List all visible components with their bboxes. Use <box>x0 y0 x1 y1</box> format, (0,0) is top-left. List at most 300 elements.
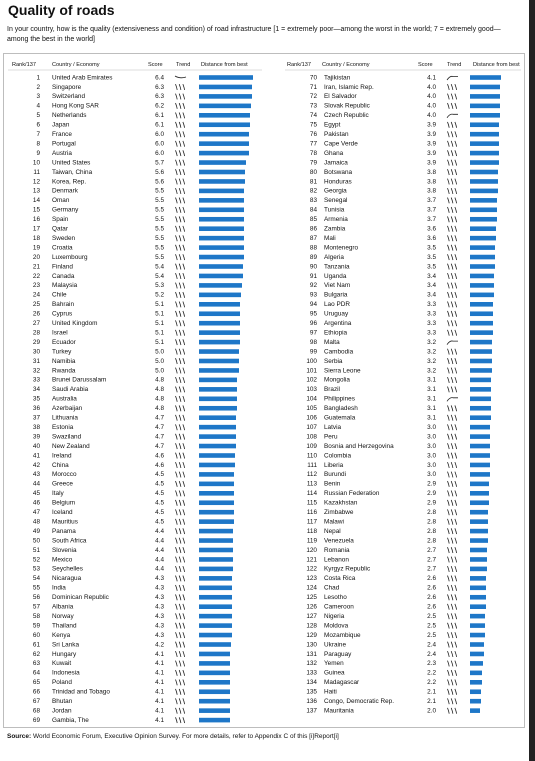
country-label: Oman <box>52 197 70 205</box>
rank-label: 92 <box>309 282 317 290</box>
country-label: Mauritania <box>324 707 354 715</box>
country-label: Mauritius <box>52 518 78 526</box>
country-label: France <box>52 131 72 138</box>
rank-label: 100 <box>306 357 317 365</box>
score-bar <box>470 264 495 269</box>
score-label: 3.7 <box>427 197 436 205</box>
rank-label: 129 <box>306 631 317 639</box>
trend-sparkline <box>448 566 457 572</box>
country-label: Portugal <box>52 140 76 148</box>
rank-label: 99 <box>309 348 317 356</box>
score-label: 4.0 <box>427 83 436 91</box>
rank-label: 87 <box>309 234 317 242</box>
trend-sparkline <box>176 226 185 232</box>
score-label: 2.6 <box>427 575 436 583</box>
country-label: Guatemala <box>324 414 356 422</box>
score-bar <box>199 463 235 468</box>
score-bar <box>470 500 489 505</box>
score-bar <box>470 538 488 543</box>
trend-sparkline <box>448 632 457 638</box>
trend-sparkline <box>448 434 457 440</box>
score-label: 3.0 <box>427 471 436 479</box>
trend-sparkline <box>176 557 185 563</box>
trend-sparkline <box>448 150 457 156</box>
rank-label: 94 <box>309 301 317 309</box>
column-header-distance: Distance from best <box>201 62 248 68</box>
rank-label: 127 <box>306 612 317 620</box>
country-label: Cameroon <box>324 603 354 611</box>
rank-label: 76 <box>309 131 317 138</box>
score-label: 2.7 <box>427 546 436 554</box>
score-label: 3.3 <box>427 310 436 318</box>
score-bar <box>199 604 232 609</box>
score-bar <box>199 189 244 194</box>
rank-label: 69 <box>32 716 40 724</box>
score-bar <box>199 321 240 326</box>
country-label: Kyrgyz Republic <box>324 565 371 573</box>
country-label: Georgia <box>324 187 347 195</box>
score-bar <box>199 633 232 638</box>
score-bar <box>199 236 244 241</box>
score-bar <box>199 614 232 619</box>
rank-label: 7 <box>36 131 40 138</box>
score-label: 6.0 <box>155 140 164 148</box>
score-label: 5.5 <box>155 244 164 252</box>
trend-sparkline <box>176 207 185 213</box>
trend-sparkline <box>176 358 185 364</box>
score-label: 4.3 <box>155 612 164 620</box>
rank-label: 85 <box>309 216 317 224</box>
score-bar <box>470 283 494 288</box>
country-label: Saudi Arabia <box>52 386 89 394</box>
score-label: 3.0 <box>427 423 436 431</box>
country-label: Estonia <box>52 423 74 431</box>
rank-label: 97 <box>309 329 317 337</box>
rank-label: 34 <box>32 386 40 394</box>
rank-label: 28 <box>32 329 40 337</box>
country-label: Benin <box>324 480 341 488</box>
score-bar <box>470 623 485 628</box>
score-bar <box>470 359 492 364</box>
country-label: Zimbabwe <box>324 509 354 516</box>
score-label: 5.5 <box>155 206 164 214</box>
rank-label: 125 <box>306 594 317 602</box>
trend-sparkline <box>448 103 457 109</box>
score-bar <box>470 208 497 213</box>
country-label: Madagascar <box>324 679 360 687</box>
score-bar <box>470 482 489 487</box>
rank-label: 84 <box>309 206 317 214</box>
trend-sparkline <box>448 264 457 270</box>
country-label: Mongolia <box>324 376 350 384</box>
rank-label: 21 <box>32 263 40 271</box>
country-label: Bhutan <box>52 698 73 705</box>
rank-label: 82 <box>309 187 317 195</box>
country-label: Qatar <box>52 225 68 233</box>
country-label: United States <box>52 159 91 167</box>
score-bar <box>470 463 490 468</box>
score-label: 2.2 <box>427 669 436 677</box>
rank-label: 123 <box>306 575 317 583</box>
rank-label: 25 <box>32 301 40 309</box>
rank-label: 32 <box>32 367 40 375</box>
country-label: Ireland <box>52 452 72 460</box>
source-text: World Economic Forum, Executive Opinion Survey. For more details, refer to Appendix C of this [i]Report[i] <box>33 733 339 740</box>
score-label: 4.0 <box>427 102 436 110</box>
score-bar <box>199 689 230 694</box>
rank-label: 57 <box>32 603 40 611</box>
score-bar <box>199 519 234 524</box>
country-label: Zambia <box>324 225 346 233</box>
score-label: 4.1 <box>155 679 164 687</box>
country-label: Colombia <box>324 452 351 460</box>
score-bar <box>199 557 233 562</box>
country-label: El Salvador <box>324 93 357 101</box>
trend-sparkline <box>176 169 185 175</box>
country-label: Turkey <box>52 348 72 356</box>
trend-sparkline <box>176 188 185 194</box>
rank-label: 132 <box>306 660 317 668</box>
score-label: 5.4 <box>155 263 164 271</box>
trend-sparkline <box>448 405 457 411</box>
score-label: 2.0 <box>427 707 436 715</box>
country-label: Kenya <box>52 631 71 639</box>
rank-label: 108 <box>306 433 317 441</box>
trend-sparkline <box>176 131 185 137</box>
country-label: Guinea <box>324 669 345 677</box>
score-label: 4.0 <box>427 93 436 101</box>
rank-label: 115 <box>306 499 317 507</box>
rank-label: 9 <box>36 149 40 157</box>
rank-label: 103 <box>306 386 317 394</box>
rank-label: 105 <box>306 405 317 413</box>
rank-label: 130 <box>306 641 317 649</box>
rank-label: 19 <box>32 244 40 252</box>
country-label: Malaysia <box>52 282 78 290</box>
trend-sparkline <box>448 283 457 289</box>
score-bar <box>199 444 236 449</box>
column-header-rank: Rank/137 <box>287 62 311 68</box>
score-label: 3.9 <box>427 121 436 129</box>
rank-label: 64 <box>32 669 40 677</box>
score-bar <box>470 491 489 496</box>
rank-label: 5 <box>36 112 40 120</box>
rank-label: 54 <box>32 575 40 583</box>
rank-label: 128 <box>306 622 317 630</box>
score-bar <box>199 718 230 723</box>
country-label: Rwanda <box>52 367 76 375</box>
rank-label: 107 <box>306 423 317 431</box>
country-label: Russian Federation <box>324 490 380 498</box>
country-label: Brazil <box>324 386 340 394</box>
score-label: 5.0 <box>155 348 164 356</box>
score-bar <box>199 586 232 591</box>
trend-sparkline <box>176 415 185 421</box>
rank-label: 24 <box>32 291 40 299</box>
score-bar <box>199 94 252 99</box>
country-label: Latvia <box>324 423 342 431</box>
country-label: Mexico <box>52 556 73 564</box>
score-label: 3.0 <box>427 442 436 450</box>
score-label: 5.0 <box>155 357 164 365</box>
score-label: 4.6 <box>155 452 164 460</box>
score-bar <box>470 378 491 383</box>
trend-sparkline <box>448 623 457 629</box>
country-label: Pakistan <box>324 131 349 138</box>
country-label: Australia <box>52 395 77 403</box>
trend-sparkline <box>448 311 457 317</box>
trend-sparkline <box>176 150 185 156</box>
country-label: Nicaragua <box>52 575 82 583</box>
trend-sparkline <box>448 585 457 591</box>
trend-sparkline <box>448 131 457 137</box>
score-label: 5.5 <box>155 234 164 242</box>
trend-sparkline <box>448 235 457 241</box>
trend-sparkline <box>176 368 185 374</box>
score-label: 4.7 <box>155 414 164 422</box>
rank-label: 104 <box>306 395 317 403</box>
trend-sparkline <box>448 462 457 468</box>
score-bar <box>199 75 253 80</box>
trend-sparkline <box>448 188 457 194</box>
trend-sparkline <box>448 500 457 506</box>
country-label: Norway <box>52 612 74 620</box>
trend-sparkline <box>176 113 185 119</box>
country-label: Singapore <box>52 83 82 91</box>
score-bar <box>199 274 243 279</box>
score-label: 3.8 <box>427 187 436 195</box>
country-label: Sierra Leone <box>324 367 361 375</box>
score-bar <box>199 623 232 628</box>
score-bar <box>470 302 493 307</box>
trend-sparkline <box>448 689 457 695</box>
score-label: 4.6 <box>155 461 164 469</box>
score-label: 6.2 <box>155 102 164 110</box>
score-label: 3.2 <box>427 357 436 365</box>
rank-label: 58 <box>32 612 40 620</box>
score-bar <box>470 652 484 657</box>
country-label: Costa Rica <box>324 575 356 583</box>
country-label: Cyprus <box>52 310 73 318</box>
trend-sparkline <box>448 538 457 544</box>
trend-sparkline <box>176 273 185 279</box>
score-label: 3.6 <box>427 234 436 242</box>
trend-sparkline <box>176 339 185 345</box>
rank-label: 114 <box>306 490 317 498</box>
score-label: 3.4 <box>427 291 436 299</box>
trend-sparkline <box>176 141 185 147</box>
rank-label: 112 <box>306 471 317 479</box>
trend-sparkline <box>448 613 457 619</box>
score-label: 5.7 <box>155 159 164 167</box>
rank-label: 1 <box>36 74 40 82</box>
score-label: 2.3 <box>427 660 436 668</box>
score-bar <box>470 434 490 439</box>
trend-sparkline <box>176 594 185 600</box>
rank-label: 50 <box>32 537 40 545</box>
rank-label: 67 <box>32 698 40 705</box>
score-bar <box>199 652 230 657</box>
rank-label: 89 <box>309 253 317 261</box>
country-label: Croatia <box>52 244 73 252</box>
score-bar <box>199 406 237 411</box>
trend-sparkline <box>176 481 185 487</box>
country-label: South Africa <box>52 537 87 545</box>
trend-sparkline <box>448 349 457 355</box>
score-label: 5.1 <box>155 310 164 318</box>
score-bar <box>470 245 495 250</box>
rank-label: 111 <box>307 461 317 469</box>
score-bar <box>470 293 494 298</box>
rank-label: 12 <box>32 178 40 186</box>
country-label: Finland <box>52 263 73 271</box>
trend-sparkline <box>176 349 185 355</box>
score-bar <box>470 189 498 194</box>
trend-sparkline <box>448 576 457 582</box>
rank-label: 27 <box>32 320 40 327</box>
score-label: 3.9 <box>427 159 436 167</box>
score-bar <box>470 141 499 146</box>
score-bar <box>470 104 500 109</box>
trend-sparkline <box>448 509 457 515</box>
country-label: Azerbaijan <box>52 405 83 413</box>
country-label: Tanzania <box>324 263 350 271</box>
country-label: Armenia <box>324 216 348 224</box>
trend-sparkline <box>448 481 457 487</box>
trend-sparkline <box>448 708 457 714</box>
trend-sparkline <box>448 443 457 449</box>
country-label: Romania <box>324 546 350 554</box>
score-label: 2.4 <box>427 650 436 658</box>
score-label: 4.5 <box>155 490 164 498</box>
score-bar <box>470 425 490 430</box>
score-bar <box>470 671 482 676</box>
score-bar <box>470 151 499 156</box>
trend-sparkline <box>448 368 457 374</box>
rank-label: 79 <box>309 159 317 167</box>
score-label: 4.4 <box>155 556 164 564</box>
rank-label: 52 <box>32 556 40 564</box>
country-label: Argentina <box>324 320 352 327</box>
score-label: 4.8 <box>155 405 164 413</box>
trend-sparkline <box>176 405 185 411</box>
score-bar <box>470 567 487 572</box>
country-label: Luxembourg <box>52 253 88 261</box>
score-label: 4.1 <box>427 74 436 82</box>
score-bar <box>470 321 493 326</box>
trend-sparkline <box>448 642 457 648</box>
country-label: Trinidad and Tobago <box>52 688 110 696</box>
score-label: 5.3 <box>155 282 164 290</box>
country-label: Denmark <box>52 187 78 195</box>
trend-sparkline <box>448 302 457 308</box>
country-label: Venezuela <box>324 537 354 545</box>
score-bar <box>199 311 240 316</box>
rank-label: 96 <box>309 320 317 327</box>
score-label: 3.1 <box>427 395 436 403</box>
score-bar <box>470 529 488 534</box>
rank-label: 65 <box>32 679 40 687</box>
score-bar <box>470 708 480 713</box>
country-label: Netherlands <box>52 112 87 120</box>
score-label: 3.2 <box>427 348 436 356</box>
trend-sparkline <box>448 547 457 553</box>
country-label: Greece <box>52 480 73 488</box>
rank-label: 117 <box>306 518 317 526</box>
country-label: Ghana <box>324 149 344 157</box>
country-label: Honduras <box>324 178 352 186</box>
score-bar <box>470 472 490 477</box>
trend-sparkline <box>448 226 457 232</box>
trend-sparkline <box>448 84 457 90</box>
rank-label: 83 <box>309 197 317 205</box>
trend-sparkline <box>448 198 457 204</box>
trend-sparkline <box>448 273 457 279</box>
country-label: Slovak Republic <box>324 102 370 110</box>
trend-sparkline <box>448 670 457 676</box>
score-bar <box>199 567 233 572</box>
score-label: 2.8 <box>427 537 436 545</box>
score-bar <box>199 160 246 165</box>
country-label: Ethiopia <box>324 329 348 337</box>
country-label: Japan <box>52 121 70 129</box>
trend-sparkline <box>448 358 457 364</box>
rank-label: 136 <box>306 698 317 705</box>
score-bar <box>199 349 239 354</box>
score-label: 4.8 <box>155 376 164 384</box>
score-label: 5.6 <box>155 178 164 186</box>
rank-label: 72 <box>309 93 317 101</box>
trend-sparkline <box>448 377 457 383</box>
score-bar <box>470 519 488 524</box>
country-label: Liberia <box>324 461 344 469</box>
score-bar <box>470 236 496 241</box>
country-label: United Kingdom <box>52 320 98 327</box>
rank-label: 101 <box>306 367 317 375</box>
score-bar <box>199 141 249 146</box>
score-bar <box>199 113 250 118</box>
score-label: 3.5 <box>427 263 436 271</box>
country-label: Ukraine <box>324 641 347 649</box>
score-label: 4.1 <box>155 650 164 658</box>
rank-label: 102 <box>306 376 317 384</box>
score-label: 3.3 <box>427 329 436 337</box>
country-label: Dominican Republic <box>52 594 109 602</box>
score-bar <box>199 510 234 515</box>
rank-label: 8 <box>36 140 40 148</box>
trend-sparkline <box>176 500 185 506</box>
score-label: 6.0 <box>155 149 164 157</box>
country-label: Namibia <box>52 357 76 365</box>
score-bar <box>470 340 492 345</box>
score-bar <box>470 453 490 458</box>
score-bar <box>470 586 486 591</box>
score-bar <box>470 113 500 118</box>
country-label: Nigeria <box>324 612 345 620</box>
rank-label: 81 <box>309 178 317 186</box>
rank-label: 15 <box>32 206 40 214</box>
column-header-rank: Rank/137 <box>12 62 36 68</box>
trend-sparkline <box>176 528 185 534</box>
score-bar <box>199 302 240 307</box>
score-label: 4.0 <box>427 112 436 120</box>
country-label: Uganda <box>324 272 347 280</box>
trend-sparkline <box>176 94 185 100</box>
score-label: 2.2 <box>427 679 436 687</box>
country-label: Peru <box>324 433 338 441</box>
trend-sparkline <box>448 594 457 600</box>
score-label: 4.1 <box>155 698 164 705</box>
